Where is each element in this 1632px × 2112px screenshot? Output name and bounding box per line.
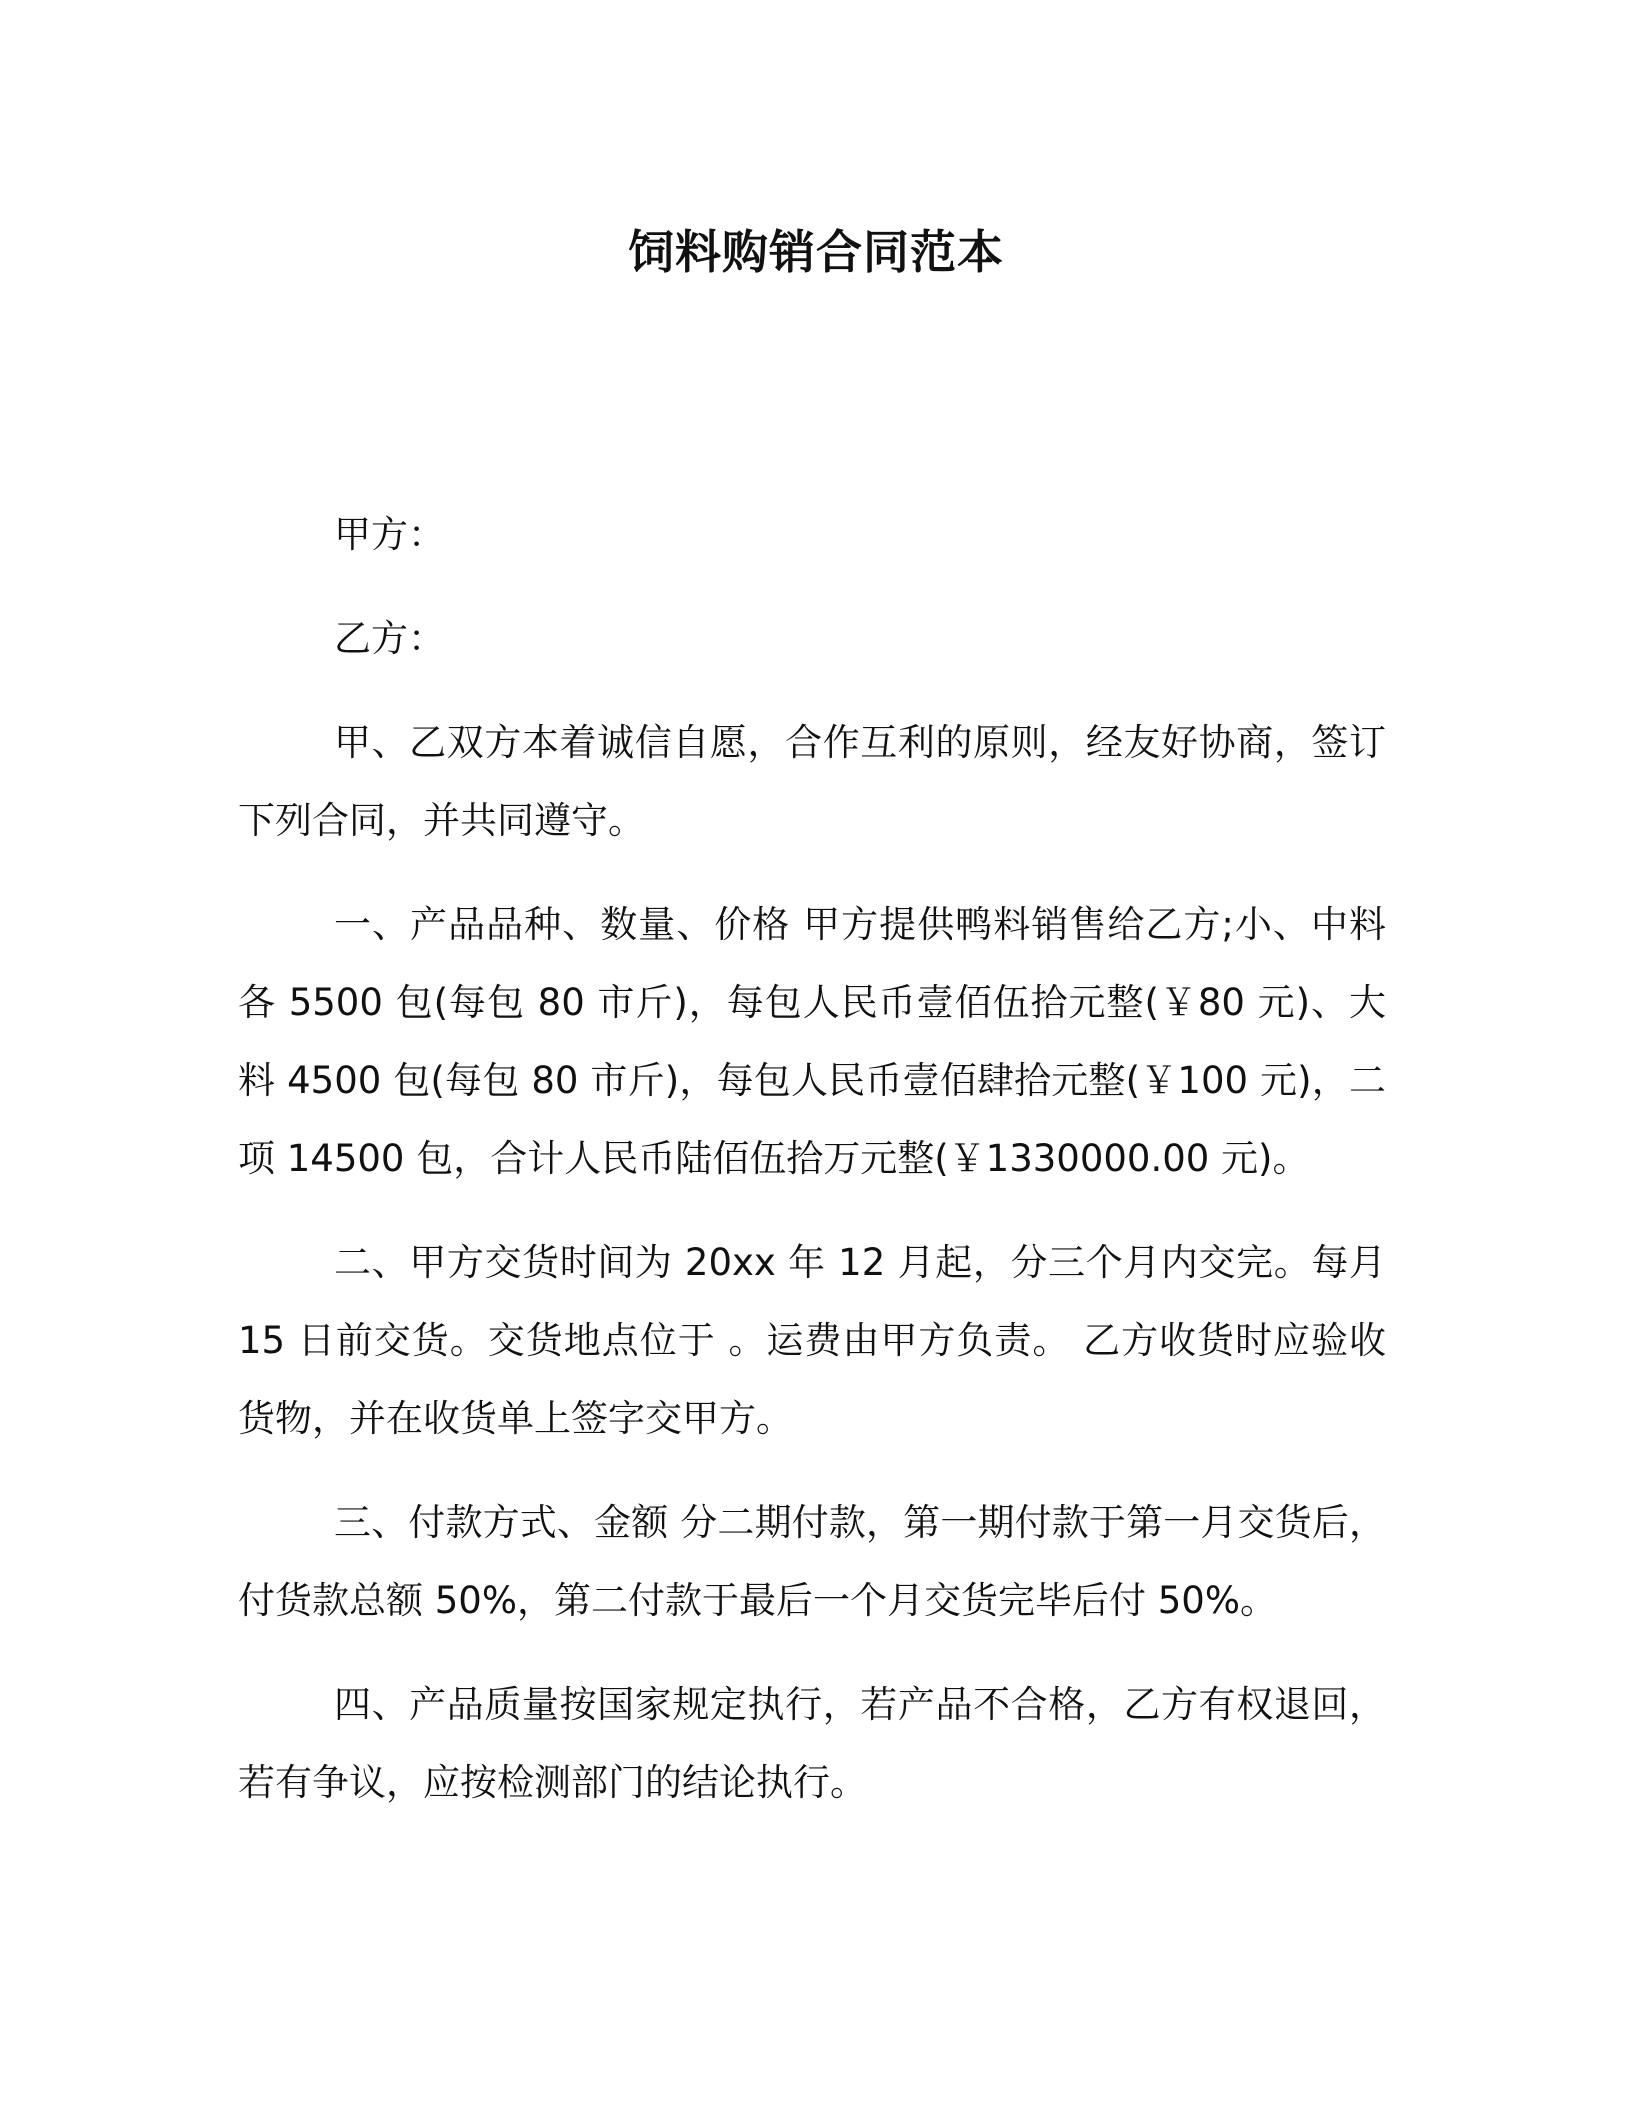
clause-3-paragraph: 三、付款方式、金额 分二期付款，第一期付款于第一月交货后，付货款总额 50%，第二付款于最后一个月交货完毕后付 50%。 xyxy=(238,1501,1386,1622)
document-title: 饲料购销合同范本 xyxy=(628,225,1004,279)
document-body xyxy=(238,496,1386,1848)
clause-4-paragraph: 四、产品质量按国家规定执行，若产品不合格，乙方有权退回，若有争议，应按检测部门的结论执行。 xyxy=(238,1683,1386,1804)
party-a-line: 甲方： xyxy=(334,513,445,556)
clause-2-paragraph: 二、甲方交货时间为 20xx 年 12 月起，分三个月内交完。每月 15 日前交货。交货地点位于 。运费由甲方负责。 乙方收货时应验收货物，并在收货单上签字交甲方。 xyxy=(238,1241,1386,1440)
party-b-line: 乙方： xyxy=(334,617,445,660)
clause-1-paragraph: 一、产品品种、数量、价格 甲方提供鸭料销售给乙方;小、中料各 5500 包(每包 80 市斤)，每包人民币壹佰伍拾元整(￥80 元)、大料 4500 包(每包 80 市斤)，每包人民币壹佰肆拾元整(￥100 元)，二项 14500 包，合计人民币陆佰伍拾万元整(￥1330000.00 元)。 xyxy=(238,903,1386,1180)
preamble-paragraph: 甲、乙双方本着诚信自愿，合作互利的原则，经友好协商，签订下列合同，并共同遵守。 xyxy=(238,721,1386,842)
